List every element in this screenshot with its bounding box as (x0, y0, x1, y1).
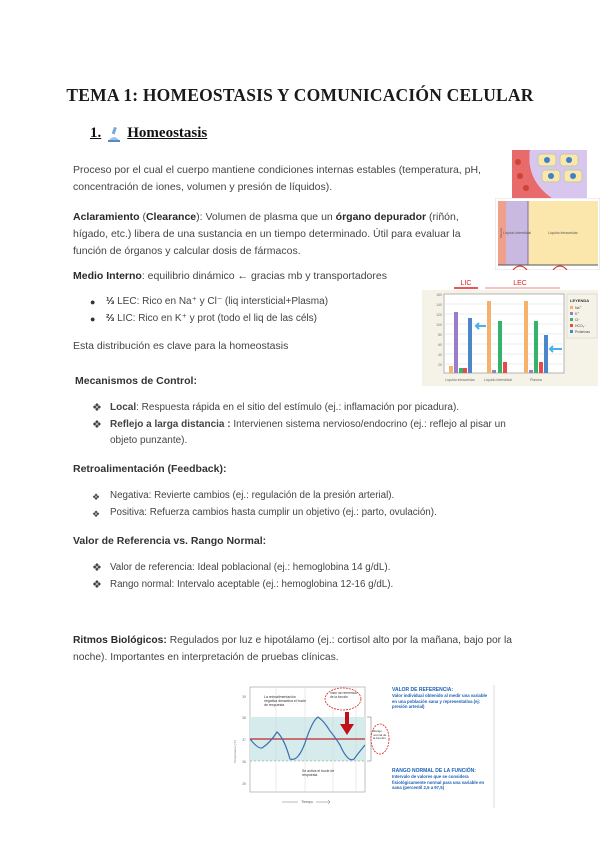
medio-interno-line (73, 268, 433, 285)
retro-label: Retroalimentación (Feedback): (73, 463, 227, 475)
ytick: 140 (436, 303, 442, 307)
label-plasma: Plasma (499, 227, 503, 238)
ion-bar-chart (420, 272, 600, 387)
list-item (90, 294, 328, 310)
list-item (92, 577, 520, 593)
ytick: 35 (242, 782, 246, 786)
section-heading (90, 125, 207, 142)
item-text: Valor de referencia: Ideal poblacional (ej.: hemoglobina 14 g/dL). (110, 562, 391, 573)
clearance-paragraph: Aclaramiento (Clearance): Volumen de plasma que un órgano depurador (riñón, hígado, etc.) libera de una sustancia en un tiempo determinado. Útil para evaluar la función de órganos y calcular dosis de fármacos. (73, 211, 461, 257)
clearance-text-a: ): Volumen de plasma que un (196, 211, 336, 223)
valor-label: Valor de Referencia vs. Rango Normal: (73, 535, 267, 547)
mecanismos-label: Mecanismos de Control: (75, 375, 197, 387)
list-item (92, 488, 520, 504)
lec-annotation: LEC (513, 280, 527, 287)
section-number: 1. (90, 125, 102, 141)
legend-item: Proteínas (575, 330, 590, 334)
diamond-bullet-icon: ❖ (92, 579, 102, 591)
medio-interno-text: : equilibrio dinámico ← gracias mb y transportadores (141, 270, 387, 282)
ritmos-text: Regulados por luz e hipotálamo (ej.: cortisol alto por la mañana, bajo por la noche). Importantes en interpretación de pruebas clínicas. (73, 635, 512, 663)
xtick: Plasma (530, 378, 542, 382)
item-text: LEC: Rico en Na⁺ y Cl⁻ (liq intersticial+Plasma) (114, 296, 329, 307)
ytick: 60 (438, 343, 442, 347)
item-text: Rango normal: Intervalo aceptable (ej.: hemoglobina 12-16 g/dL). (110, 579, 394, 590)
xtick: Líquido intersticial (483, 378, 513, 382)
y-axis-label: Temperatura (°C) (233, 739, 237, 763)
clearance-term-en: Clearance (145, 211, 197, 223)
ytick: 38 (242, 716, 246, 720)
ytick: 120 (436, 313, 442, 317)
rango-title: RANGO NORMAL DE LA FUNCIÓN: (392, 768, 476, 774)
lic-annotation: LIC (460, 280, 472, 287)
ytick: 100 (436, 323, 442, 327)
ytick: 20 (438, 363, 442, 367)
note-top: La retroalimentación negativa desactiva el bucle de respuesta (264, 695, 307, 707)
ytick: 39 (242, 695, 246, 699)
item-text: Intervienen sistema nervioso/endocrino (ej.: reflejo al pisar un objeto punzante). (110, 419, 506, 446)
item-text: LIC: Rico en K⁺ y prot (todo el liq de las céls) (114, 313, 317, 324)
diamond-bullet-icon: ❖ (92, 402, 102, 414)
list-item (92, 417, 520, 449)
setpoint-label: Valor de referencia de la función (330, 692, 357, 699)
document-title: TEMA 1: HOMEOSTASIS Y COMUNICACIÓN CELULAR (66, 85, 534, 105)
organ-term: órgano depurador (335, 211, 427, 223)
item-text: Negativa: Revierte cambios (ej.: regulación de la presión arterial). (110, 490, 395, 501)
label-intersticial: Líquido intersticial (502, 231, 532, 235)
medio-interno-label: Medio Interno (73, 270, 142, 282)
intro-paragraph: Proceso por el cual el cuerpo mantiene condiciones internas estables (temperatura, pH, concentración de iones, volumen y presión de líquidos). (73, 164, 481, 193)
clearance-text-b: (riñón, hígado, etc.) libera de una sustancia en un tiempo determinado. Útil para evaluar la función de órganos y calcular dosis de fármacos. (73, 211, 461, 257)
section-title: Homeostasis (127, 125, 208, 141)
cell-illustration (512, 150, 587, 198)
fraction: ⅓ (106, 296, 115, 307)
legend-item: K⁺ (575, 312, 580, 316)
diamond-bullet-icon: ❖ (92, 419, 102, 431)
list-item (92, 400, 520, 416)
valor-text: Valor individual obtenido al medir una variable en una población sana y representativa (ej: presión arterial) (392, 693, 488, 709)
ytick: 160 (436, 293, 442, 297)
ytick: 37 (242, 738, 246, 742)
item-term: Local (110, 402, 137, 413)
list-item (90, 311, 317, 327)
microscope-icon (107, 126, 121, 142)
range-label: Rango normal de la función (373, 730, 387, 741)
list-item (92, 560, 520, 576)
ytick: 36 (242, 760, 246, 764)
note-bottom: Se activa el bucle de respuesta (302, 769, 335, 777)
label-intracelular: Líquido intracelular (548, 231, 578, 235)
item-text: Positiva: Refuerza cambios hasta cumplir un objetivo (ej.: parto, ovulación). (110, 507, 437, 518)
diamond-bullet-icon: ❖ (92, 492, 101, 502)
setpoint-figure (232, 683, 502, 818)
legend-item: Na⁺ (575, 306, 582, 310)
x-axis-label: Tiempo (301, 800, 313, 804)
compartments-diagram (495, 198, 600, 270)
legend-title: LEYENDA (570, 298, 590, 303)
ytick: 80 (438, 333, 442, 337)
legend-item: HCO₃⁻ (575, 324, 587, 328)
xtick: Líquido intracelular (445, 378, 475, 382)
legend-item: Cl⁻ (575, 318, 581, 322)
fraction: ⅔ (106, 313, 115, 324)
bullet-icon: ● (90, 314, 96, 324)
ritmos-paragraph (73, 632, 513, 666)
clearance-term: Aclaramiento (73, 211, 140, 223)
diamond-bullet-icon: ❖ (92, 562, 102, 574)
distribution-note: Esta distribución es clave para la homeostasis (73, 340, 289, 352)
rango-text: Intervalo de valores que se considera fisiológicamente normal para una variable en sana (percentil 2,5 a 97,5) (392, 774, 485, 790)
item-text: : Respuesta rápida en el sitio del estímulo (ej.: inflamación por picadura). (136, 402, 460, 413)
ytick: 40 (438, 353, 442, 357)
list-item (92, 505, 520, 521)
ritmos-label: Ritmos Biológicos: (73, 635, 167, 646)
bullet-icon: ● (90, 297, 96, 307)
valor-title: VALOR DE REFERENCIA: (392, 687, 454, 693)
diamond-bullet-icon: ❖ (92, 509, 101, 519)
item-term: Reflejo a larga distancia : (110, 419, 231, 430)
